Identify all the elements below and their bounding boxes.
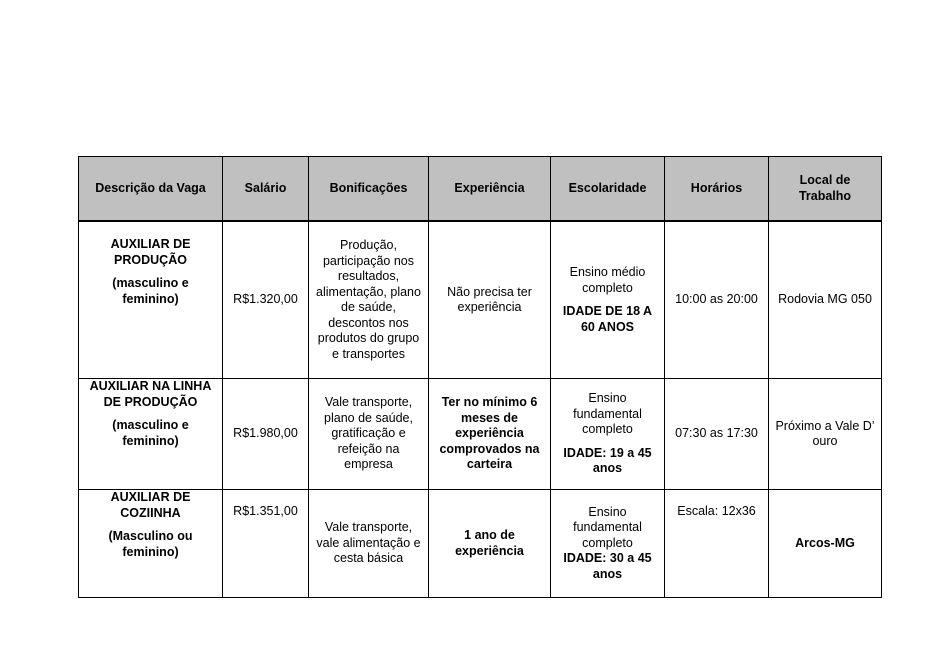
education-cell [551, 379, 665, 490]
job-title: AUXILIAR DE COZIINHA [110, 490, 191, 520]
header-bonuses: Bonificações [309, 157, 429, 222]
header-experience: Experiência [429, 157, 551, 222]
age-requirement: IDADE: 19 a 45 anos [563, 445, 652, 476]
education-level: Ensino fundamental completo [573, 391, 642, 437]
education-level: Ensino fundamental completo [573, 504, 642, 550]
age-requirement: IDADE: 30 a 45 anos [563, 551, 652, 581]
job-description-cell [79, 221, 223, 379]
bonus-cell: Vale transporte, vale alimentação e cesta básica [309, 490, 429, 598]
age-requirement: IDADE DE 18 A 60 ANOS [562, 304, 653, 334]
header-row [79, 157, 882, 222]
salary-cell: R$1.320,00 [223, 221, 309, 379]
education-cell [551, 221, 665, 379]
salary-cell: R$1.351,00 [223, 490, 309, 598]
header-salary: Salário [223, 157, 309, 222]
location-cell: Próximo a Vale D’ ouro [769, 379, 882, 490]
salary-cell: R$1.980,00 [223, 379, 309, 490]
job-description-cell [79, 379, 223, 490]
location-cell: Rodovia MG 050 [769, 221, 882, 379]
header-description: Descrição da Vaga [79, 157, 223, 222]
experience-cell: Ter no mínimo 6 meses de experiência comprovados na carteira [429, 379, 551, 490]
table-row [79, 490, 882, 598]
bonus-cell: Produção, participação nos resultados, alimentação, plano de saúde, descontos nos produtos do grupo e transportes [309, 221, 429, 379]
job-gender: (masculino e feminino) [112, 418, 189, 448]
header-hours: Horários [665, 157, 769, 222]
hours-cell: Escala: 12x36 [665, 490, 769, 598]
experience-cell: Não precisa ter experiência [429, 221, 551, 379]
header-location: Local de Trabalho [769, 157, 882, 222]
education-cell [551, 490, 665, 598]
location-cell: Arcos-MG [769, 490, 882, 598]
table-row [79, 221, 882, 379]
table-header [79, 157, 882, 222]
job-description-cell [79, 490, 223, 598]
header-education: Escolaridade [551, 157, 665, 222]
education-level: Ensino médio completo [569, 265, 646, 295]
hours-cell: 10:00 as 20:00 [665, 221, 769, 379]
job-listings-table [78, 156, 882, 598]
job-gender: (masculino e feminino) [112, 276, 189, 306]
job-title: AUXILIAR NA LINHA DE PRODUÇÃO [89, 379, 212, 409]
hours-cell: 07:30 as 17:30 [665, 379, 769, 490]
bonus-cell: Vale transporte, plano de saúde, gratificação e refeição na empresa [309, 379, 429, 490]
job-title: AUXILIAR DE PRODUÇÃO [110, 237, 191, 267]
table-row [79, 379, 882, 490]
experience-cell: 1 ano de experiência [429, 490, 551, 598]
job-gender: (Masculino ou feminino) [108, 529, 193, 559]
